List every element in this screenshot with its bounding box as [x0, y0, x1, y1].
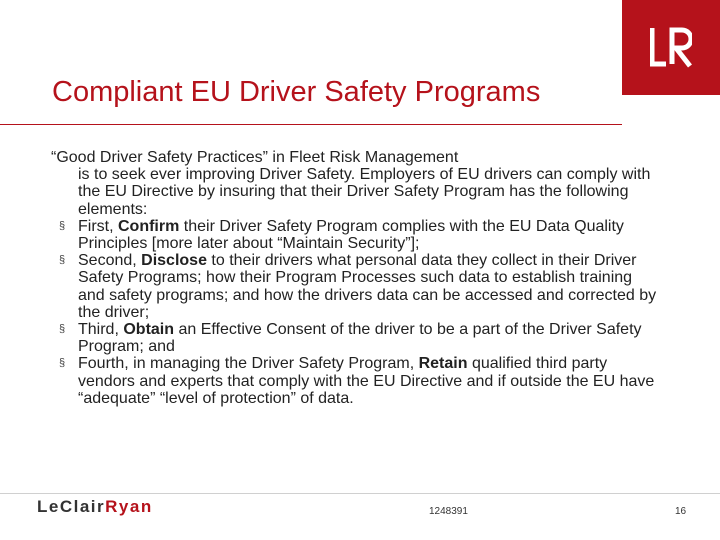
bullet-text-pre: Second, [78, 252, 142, 270]
document-number: 1248391 [429, 506, 468, 517]
bullet-text-bold: Disclose [141, 252, 207, 270]
bullet-icon: § [59, 323, 66, 336]
bullet-text-pre: Fourth, in managing the Driver Safety Program, [78, 355, 419, 373]
slide-title: Compliant EU Driver Safety Programs [52, 76, 541, 108]
bullet-icon: § [59, 254, 66, 267]
bullet-text-bold: Confirm [118, 217, 180, 235]
list-item [51, 355, 663, 407]
bullet-text-post: to their drivers what personal data they collect in their Driver Safety Programs; how their Program Processes such data to establish training and safety programs; and how the drivers data can be accessed and corrected by the driver; [78, 252, 657, 321]
list-item [51, 321, 663, 355]
list-item [51, 252, 663, 321]
bullet-icon: § [59, 219, 66, 232]
footer-logo-part2: Ryan [105, 497, 153, 516]
footer-logo [37, 497, 153, 517]
list-item [51, 218, 663, 252]
footer-logo-part1: LeClair [37, 497, 106, 516]
bullet-text-post: an Effective Consent of the driver to be a part of the Driver Safety Program; and [78, 321, 642, 356]
footer-divider [0, 493, 720, 494]
bullet-text-pre: Third, [78, 321, 124, 339]
intro-continuation: is to seek ever improving Driver Safety. Employers of EU drivers can comply with the EU Directive by insuring that their Driver Safety Program has the following elements: [78, 166, 651, 218]
page-number: 16 [675, 506, 687, 517]
bullet-text-post: their Driver Safety Program complies with the EU Data Quality Principles [more later about “Maintain Security”]; [78, 217, 624, 253]
bullet-text-bold: Retain [418, 355, 468, 373]
bullet-text-bold: Obtain [123, 321, 175, 339]
intro-paragraph [51, 149, 663, 218]
lr-logo-icon [622, 0, 720, 95]
bullet-text-post: qualified third party vendors and experts that comply with the EU Directive and if outside the EU have “adequate” “level of protection” of data. [78, 355, 655, 407]
bullet-list [51, 218, 663, 407]
bullet-text-pre: First, [78, 217, 118, 235]
slide-body [51, 149, 663, 407]
intro-lead: “Good Driver Safety Practices” in Fleet Risk Management [51, 149, 459, 166]
title-divider [0, 124, 622, 125]
bullet-icon: § [59, 357, 66, 370]
